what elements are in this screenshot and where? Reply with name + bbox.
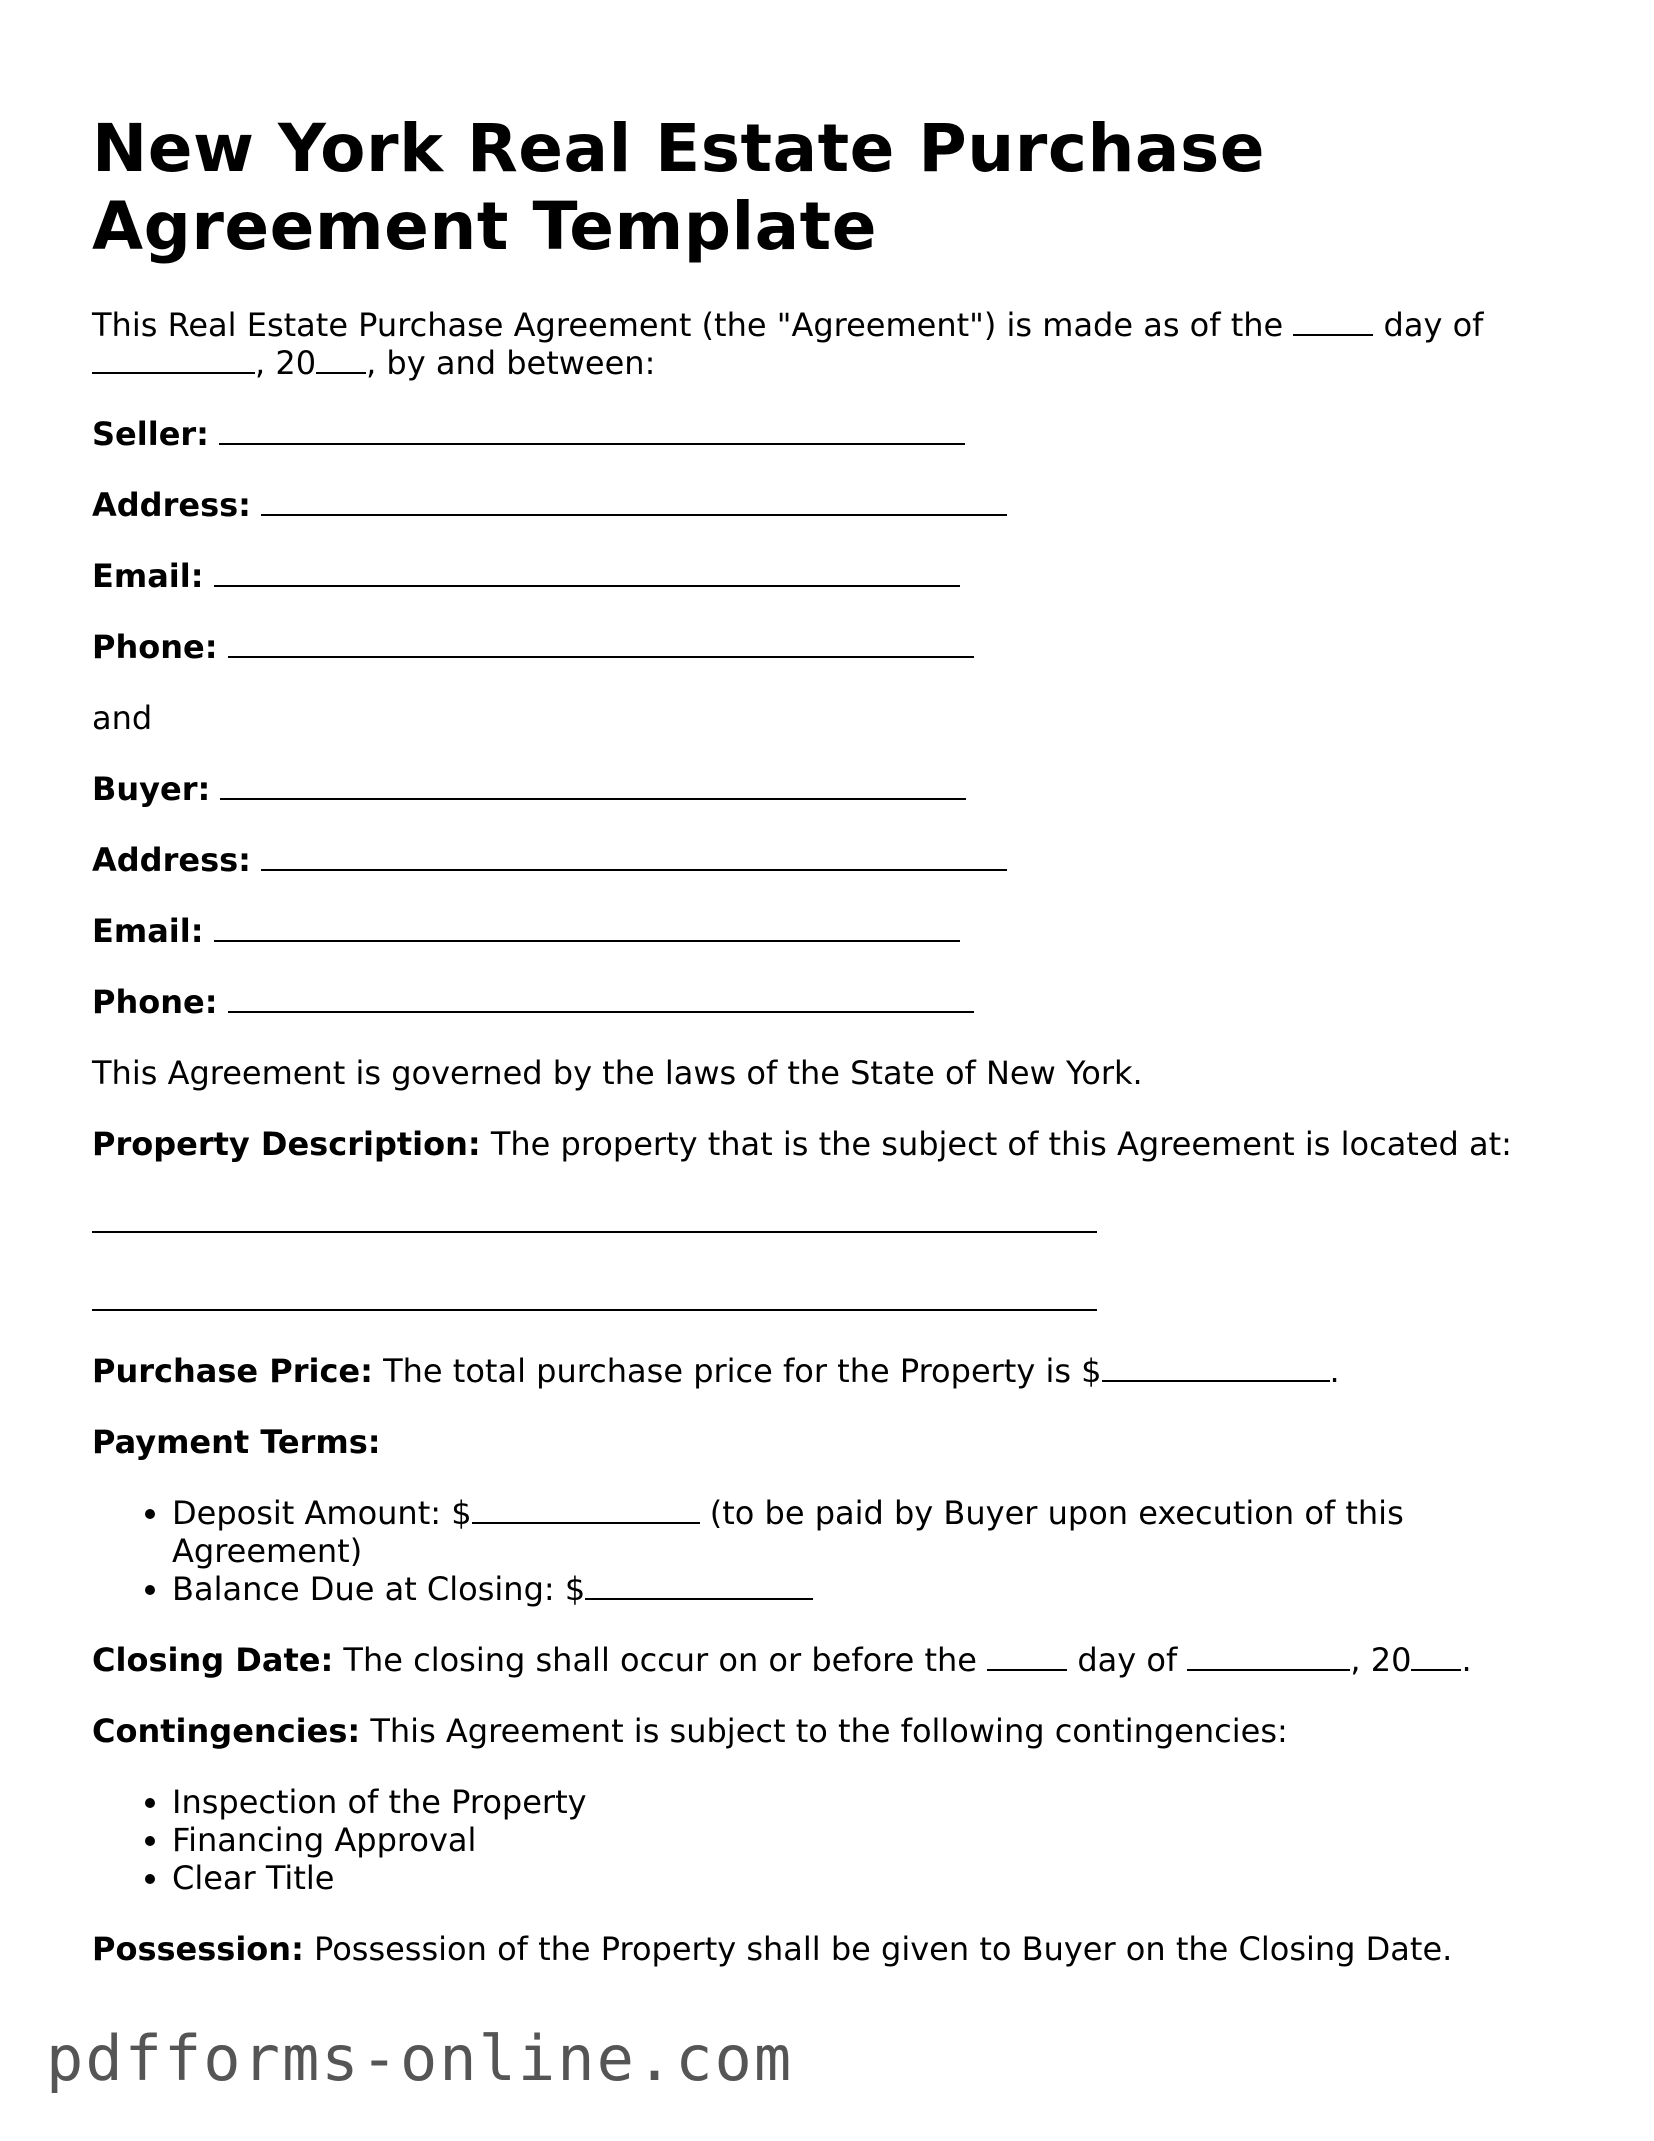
closing-date: Closing Date: The closing shall occur on or before the day of , 20 .: [92, 1641, 1472, 1679]
buyer-address-blank[interactable]: [261, 843, 1007, 871]
seller-email-blank[interactable]: [214, 559, 960, 587]
seller-phone-field: Phone:: [92, 628, 1572, 666]
agreement-day-blank[interactable]: [1293, 308, 1373, 336]
agreement-month-blank[interactable]: [92, 346, 255, 374]
list-item: • Inspection of the Property: [172, 1783, 1572, 1821]
governing-law-text: This Agreement is governed by the laws of the State of New York.: [92, 1054, 1143, 1092]
intro-paragraph: This Real Estate Purchase Agreement (the "Agreement") is made as of the day of , 20 , by and between:: [92, 306, 1484, 382]
seller-address-blank[interactable]: [261, 488, 1007, 516]
and-text: and: [92, 699, 153, 737]
contingencies: Contingencies: This Agreement is subject to the following contingencies:: [92, 1712, 1288, 1750]
property-address-blank-2[interactable]: [92, 1283, 1097, 1311]
seller-name-blank[interactable]: [219, 417, 965, 445]
property-address-blank-1[interactable]: [92, 1205, 1097, 1233]
agreement-year-blank[interactable]: [316, 346, 366, 374]
balance-due-blank[interactable]: [585, 1572, 813, 1600]
closing-month-blank[interactable]: [1187, 1643, 1350, 1671]
closing-year-blank[interactable]: [1411, 1643, 1461, 1671]
list-item: • Clear Title: [172, 1859, 1572, 1897]
property-description: Property Description: The property that is the subject of this Agreement is located at:: [92, 1125, 1512, 1163]
list-item: • Financing Approval: [172, 1821, 1572, 1859]
buyer-email-field: Email:: [92, 912, 1572, 950]
deposit-amount-blank[interactable]: [472, 1496, 700, 1524]
buyer-name-blank[interactable]: [220, 772, 966, 800]
closing-day-blank[interactable]: [987, 1643, 1067, 1671]
property-address-line-2: [92, 1281, 1572, 1319]
seller-name-field: Seller:: [92, 415, 1572, 453]
buyer-email-blank[interactable]: [214, 914, 960, 942]
possession: Possession: Possession of the Property shall be given to Buyer on the Closing Date.: [92, 1930, 1453, 1968]
buyer-name-field: Buyer:: [92, 770, 1572, 808]
watermark: pdfforms-online.com: [46, 2022, 794, 2095]
buyer-phone-blank[interactable]: [228, 985, 974, 1013]
contingencies-list: [92, 1783, 1572, 1897]
list-item: • Balance Due at Closing: $: [172, 1570, 1572, 1608]
seller-email-field: Email:: [92, 557, 1572, 595]
buyer-address-field: Address:: [92, 841, 1572, 879]
purchase-price-blank[interactable]: [1102, 1354, 1330, 1382]
page-title: New York Real Estate Purchase Agreement Template: [92, 110, 1266, 265]
payment-terms-heading: Payment Terms:: [92, 1423, 381, 1461]
purchase-price: Purchase Price: The total purchase price for the Property is $ .: [92, 1352, 1340, 1390]
seller-address-field: Address:: [92, 486, 1572, 524]
payment-terms-list: [92, 1494, 1572, 1608]
list-item: • Deposit Amount: $ (to be paid by Buyer upon execution of this Agreement): [172, 1494, 1572, 1570]
seller-phone-blank[interactable]: [228, 630, 974, 658]
property-address-line-1: [92, 1203, 1572, 1241]
document-page: [92, 110, 1572, 1968]
buyer-phone-field: Phone:: [92, 983, 1572, 1021]
